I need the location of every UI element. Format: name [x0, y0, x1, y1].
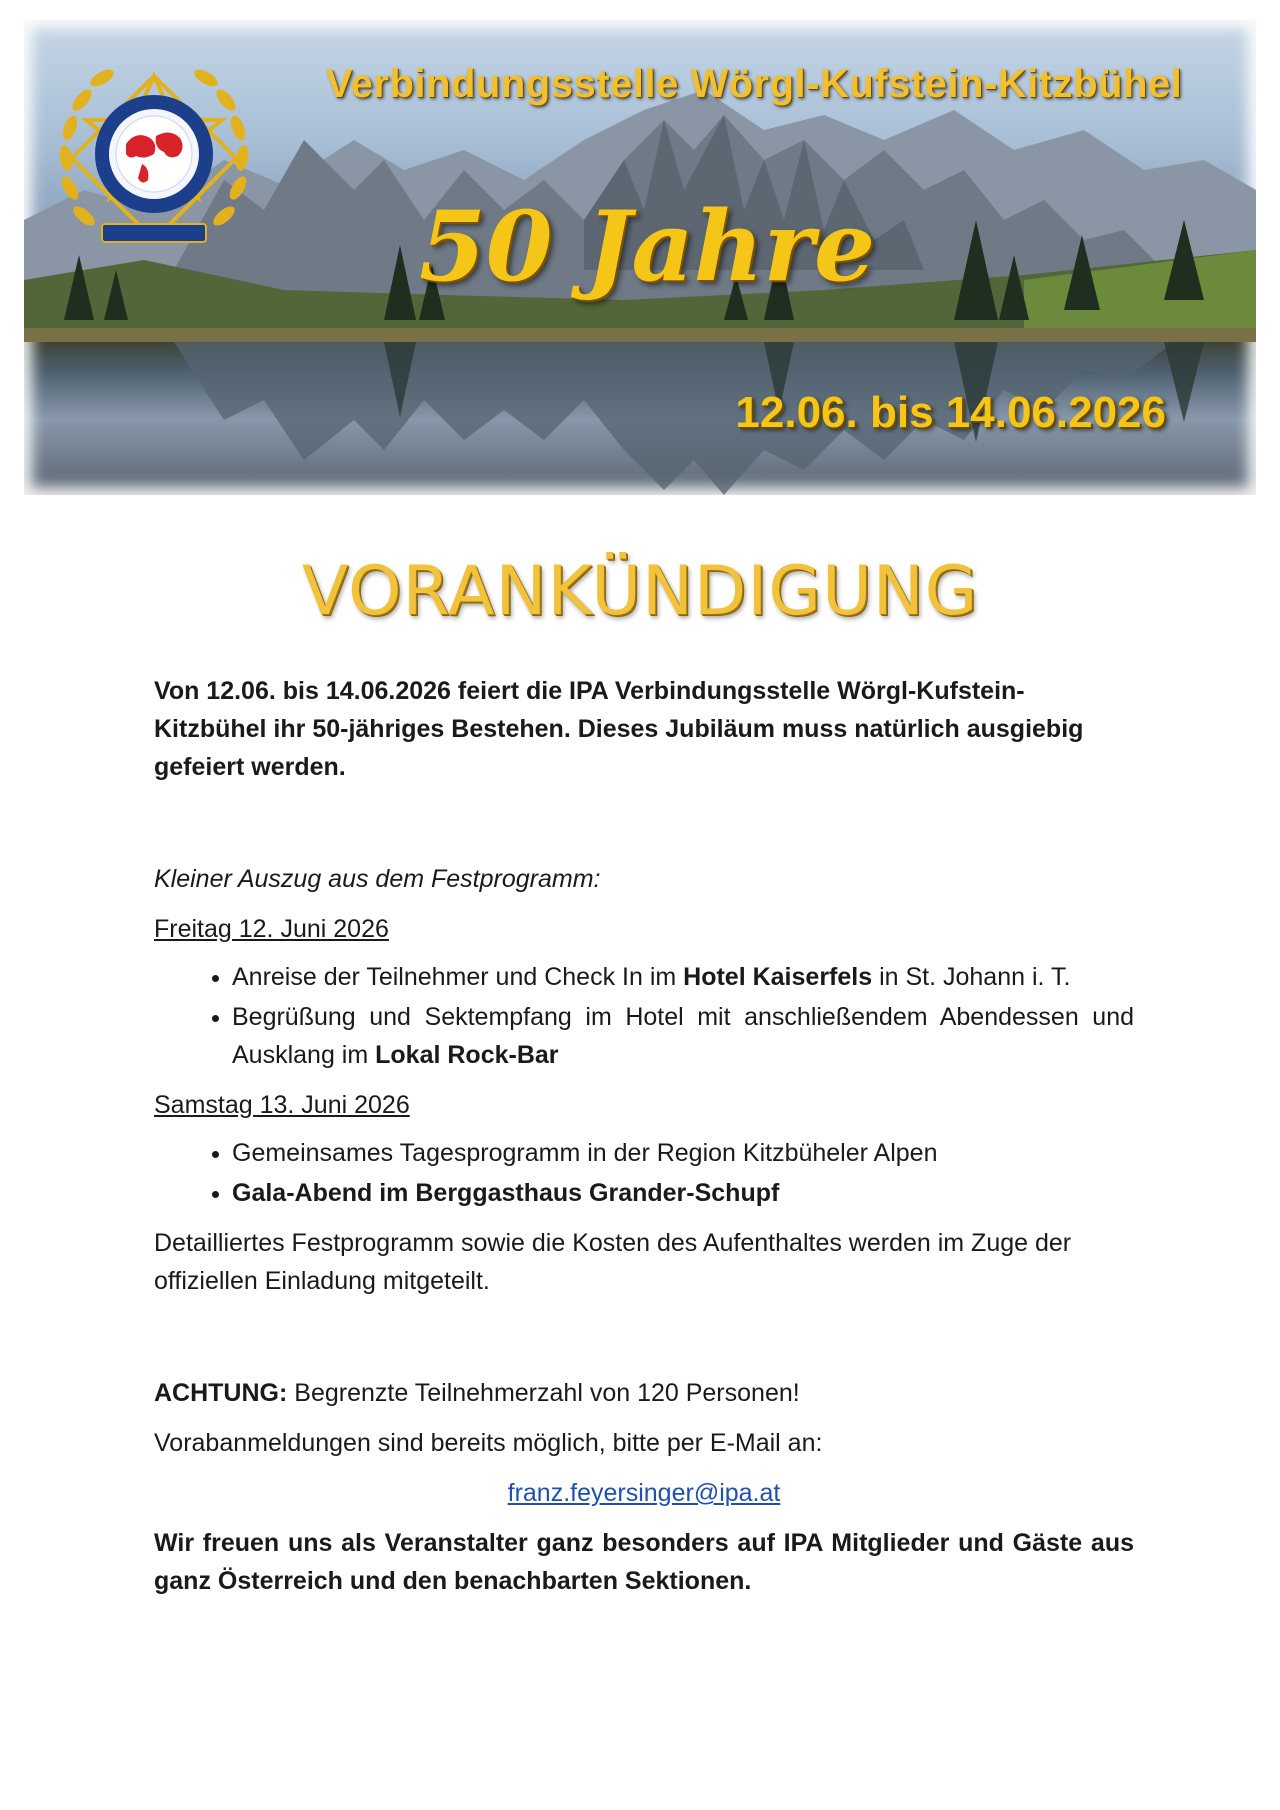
program-excerpt-label: Kleiner Auszug aus dem Festprogramm: — [154, 865, 601, 893]
list-item: • Anreise der Teilnehmer und Check In im Hotel Kaiserfels in St. Johann i. T. — [232, 958, 1134, 996]
attention-text: Begrenzte Teilnehmerzahl von 120 Personen! — [287, 1379, 800, 1407]
email-link[interactable]: franz.feyersinger@ipa.at — [507, 1479, 781, 1507]
page-title: VORANKÜNDIGUNG — [301, 552, 979, 631]
intro-paragraph: Von 12.06. bis 14.06.2026 feiert die IPA Verbindungsstelle Wörgl-Kufstein-Kitzbühel ihr 50-jähriges Bestehen. Dieses Jubiläum muss natürlich ausgiebig gefeiert werden. — [154, 677, 1084, 781]
closing-paragraph: Wir freuen uns als Veranstalter ganz besonders auf IPA Mitglieder und Gäste aus ganz Österreich und den benachbarten Sektionen. — [154, 1529, 1134, 1595]
ipa-logo — [44, 48, 264, 268]
preregistration-text: Vorabanmeldungen sind bereits möglich, bitte per E-Mail an: — [154, 1429, 823, 1457]
attention-label: ACHTUNG: — [154, 1379, 288, 1407]
saturday-program-list — [154, 1134, 1134, 1212]
header-banner — [24, 20, 1256, 495]
list-item: • Gala-Abend im Berggasthaus Grander-Schupf — [232, 1174, 1134, 1212]
list-item: • Begrüßung und Sektempfang im Hotel mit anschließendem Abendessen und Ausklang im Lokal Rock-Bar — [232, 998, 1134, 1074]
banner-dates: 12.06. bis 14.06.2026 — [735, 388, 1166, 437]
anniversary-title: 50 Jahre — [419, 190, 876, 303]
banner-title: Verbindungsstelle Wörgl-Kufstein-Kitzbühel — [325, 62, 1183, 106]
day-heading-saturday: Samstag 13. Juni 2026 — [154, 1091, 410, 1119]
day-heading-friday: Freitag 12. Juni 2026 — [154, 915, 389, 943]
list-item: • Gemeinsames Tagesprogramm in der Region Kitzbüheler Alpen — [232, 1134, 1134, 1172]
announcement-body — [154, 672, 1134, 1600]
friday-program-list — [154, 958, 1134, 1074]
attention-paragraph — [154, 1374, 1134, 1412]
details-paragraph: Detailliertes Festprogramm sowie die Kosten des Aufenthaltes werden im Zuge der offiziellen Einladung mitgeteilt. — [154, 1229, 1072, 1295]
